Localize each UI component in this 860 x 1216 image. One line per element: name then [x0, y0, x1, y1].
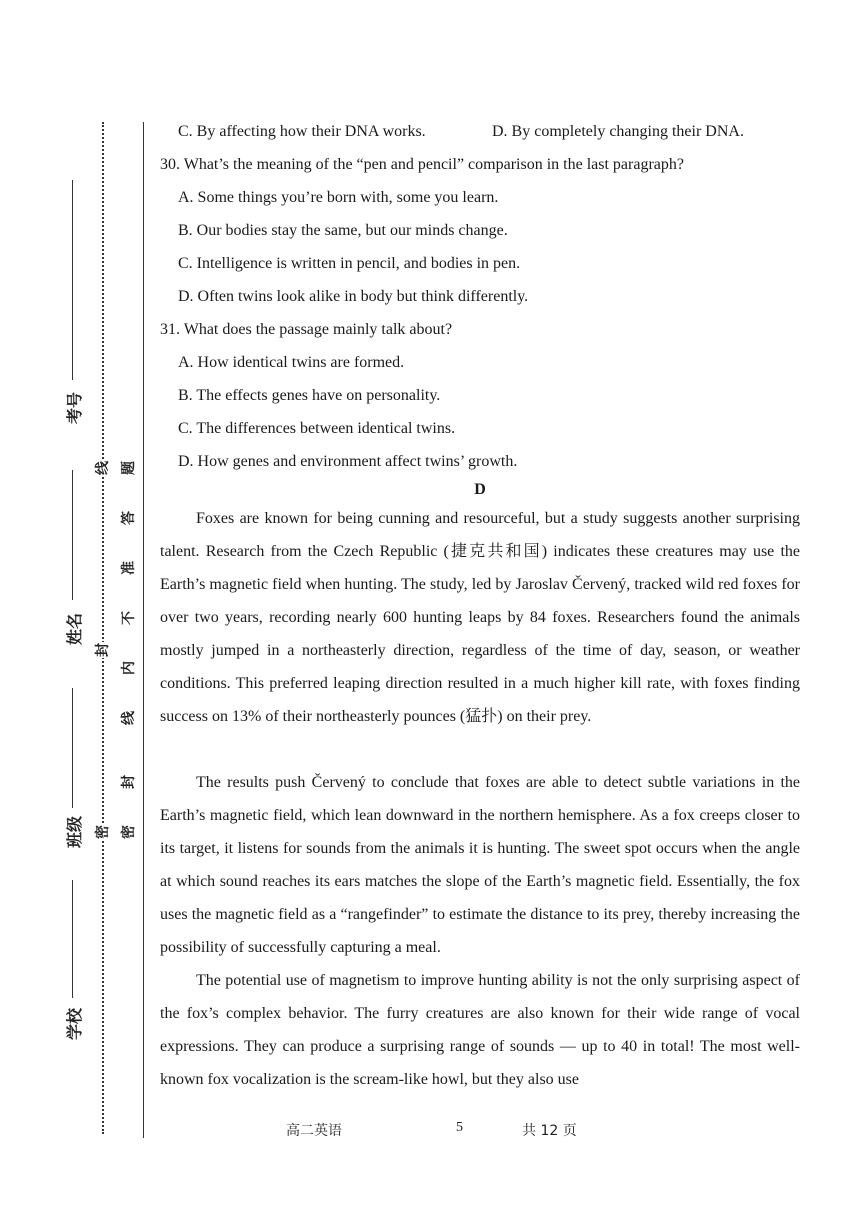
margin-rule [143, 122, 144, 1138]
seal-mark-feng: 封 [92, 642, 112, 658]
notice-char: 密 [121, 825, 137, 839]
footer-total-pages: 共 12 页 [522, 1123, 577, 1139]
passage-paragraph-1: Foxes are known for being cunning and resourceful, but a study suggests another surprising talent. Research from the Czech Republic (捷克共和国) indicates these creatures may use the Earth’s magnetic field when hunting. The study, led by Jaroslav Červený, tracked wild red foxes for over two years, recording nearly 600 hunting leaps by 84 foxes. Researchers found the animals mostly jumped in a northeasterly direction, regardless of the time of day, season, or weather conditions. This preferred leaping direction resulted in a much higher kill rate, with foxes finding success on 13% of their northeasterly pounces (猛扑) on their prey. [160, 510, 800, 725]
field-exam-number-label: 考号 [65, 391, 84, 424]
passage-paragraph-2: The results push Červený to conclude that foxes are able to detect subtle variations in the Earth’s magnetic field, which lean downward in the northern hemisphere. As a fox creeps closer to its target, it listens for sounds from the animals it is hunting. The sweet spot occurs when the angle at which sound reaches its ears matches the slope of the Earth’s magnetic field. Essentially, the fox uses the magnetic field as a “rangefinder” to estimate the distance to its prey, thereby increasing the possibility of successfully capturing a meal. [160, 774, 800, 956]
q31-option-a: A. How identical twins are formed. [178, 354, 405, 371]
q31-option-b: B. The effects genes have on personality. [178, 387, 441, 404]
q31-option-d: D. How genes and environment affect twins’ growth. [178, 453, 518, 470]
q30-option-c: C. Intelligence is written in pencil, and bodies in pen. [178, 255, 521, 272]
field-name-label: 姓名 [65, 612, 84, 645]
footer-page-number: 5 [456, 1120, 463, 1135]
q31-option-c: C. The differences between identical twins. [178, 420, 456, 437]
seal-mark-mi: 密 [92, 824, 112, 840]
field-name-line [72, 470, 73, 600]
passage-heading: D [474, 481, 486, 498]
dotted-seal-line [102, 122, 104, 1134]
notice-char: 不 [121, 611, 137, 625]
notice-char: 题 [121, 461, 137, 475]
footer-subject: 高二英语 [286, 1123, 342, 1139]
q30-option-a: A. Some things you’re born with, some you learn. [178, 189, 499, 206]
field-class-line [72, 688, 73, 808]
notice-char: 封 [121, 775, 137, 789]
q31-stem: 31. What does the passage mainly talk about? [160, 321, 453, 338]
seal-mark-xian: 线 [92, 460, 112, 476]
passage-paragraph-3: The potential use of magnetism to improve hunting ability is not the only surprising aspect of the fox’s complex behavior. The furry creatures are also known for their wide range of vocal expressions. They can produce a surprising range of sounds — up to 40 in total! The most well-known fox vocalization is the scream-like howl, but they also use [160, 972, 800, 1088]
field-school-label: 学校 [65, 1007, 84, 1040]
q30-option-b: B. Our bodies stay the same, but our minds change. [178, 222, 508, 239]
q29-options-row [178, 123, 744, 141]
q29-option-d: D. By completely changing their DNA. [492, 123, 744, 140]
notice-char: 内 [121, 661, 137, 675]
q30-option-d: D. Often twins look alike in body but think differently. [178, 288, 529, 305]
field-school-line [72, 880, 73, 998]
notice-char: 答 [121, 511, 137, 525]
field-class-label: 班级 [65, 815, 84, 848]
q29-option-c: C. By affecting how their DNA works. [178, 123, 426, 140]
field-exam-number-line [72, 180, 73, 380]
notice-char: 准 [121, 561, 137, 575]
q30-stem: 30. What’s the meaning of the “pen and pencil” comparison in the last paragraph? [160, 156, 684, 173]
notice-char: 线 [121, 711, 137, 725]
